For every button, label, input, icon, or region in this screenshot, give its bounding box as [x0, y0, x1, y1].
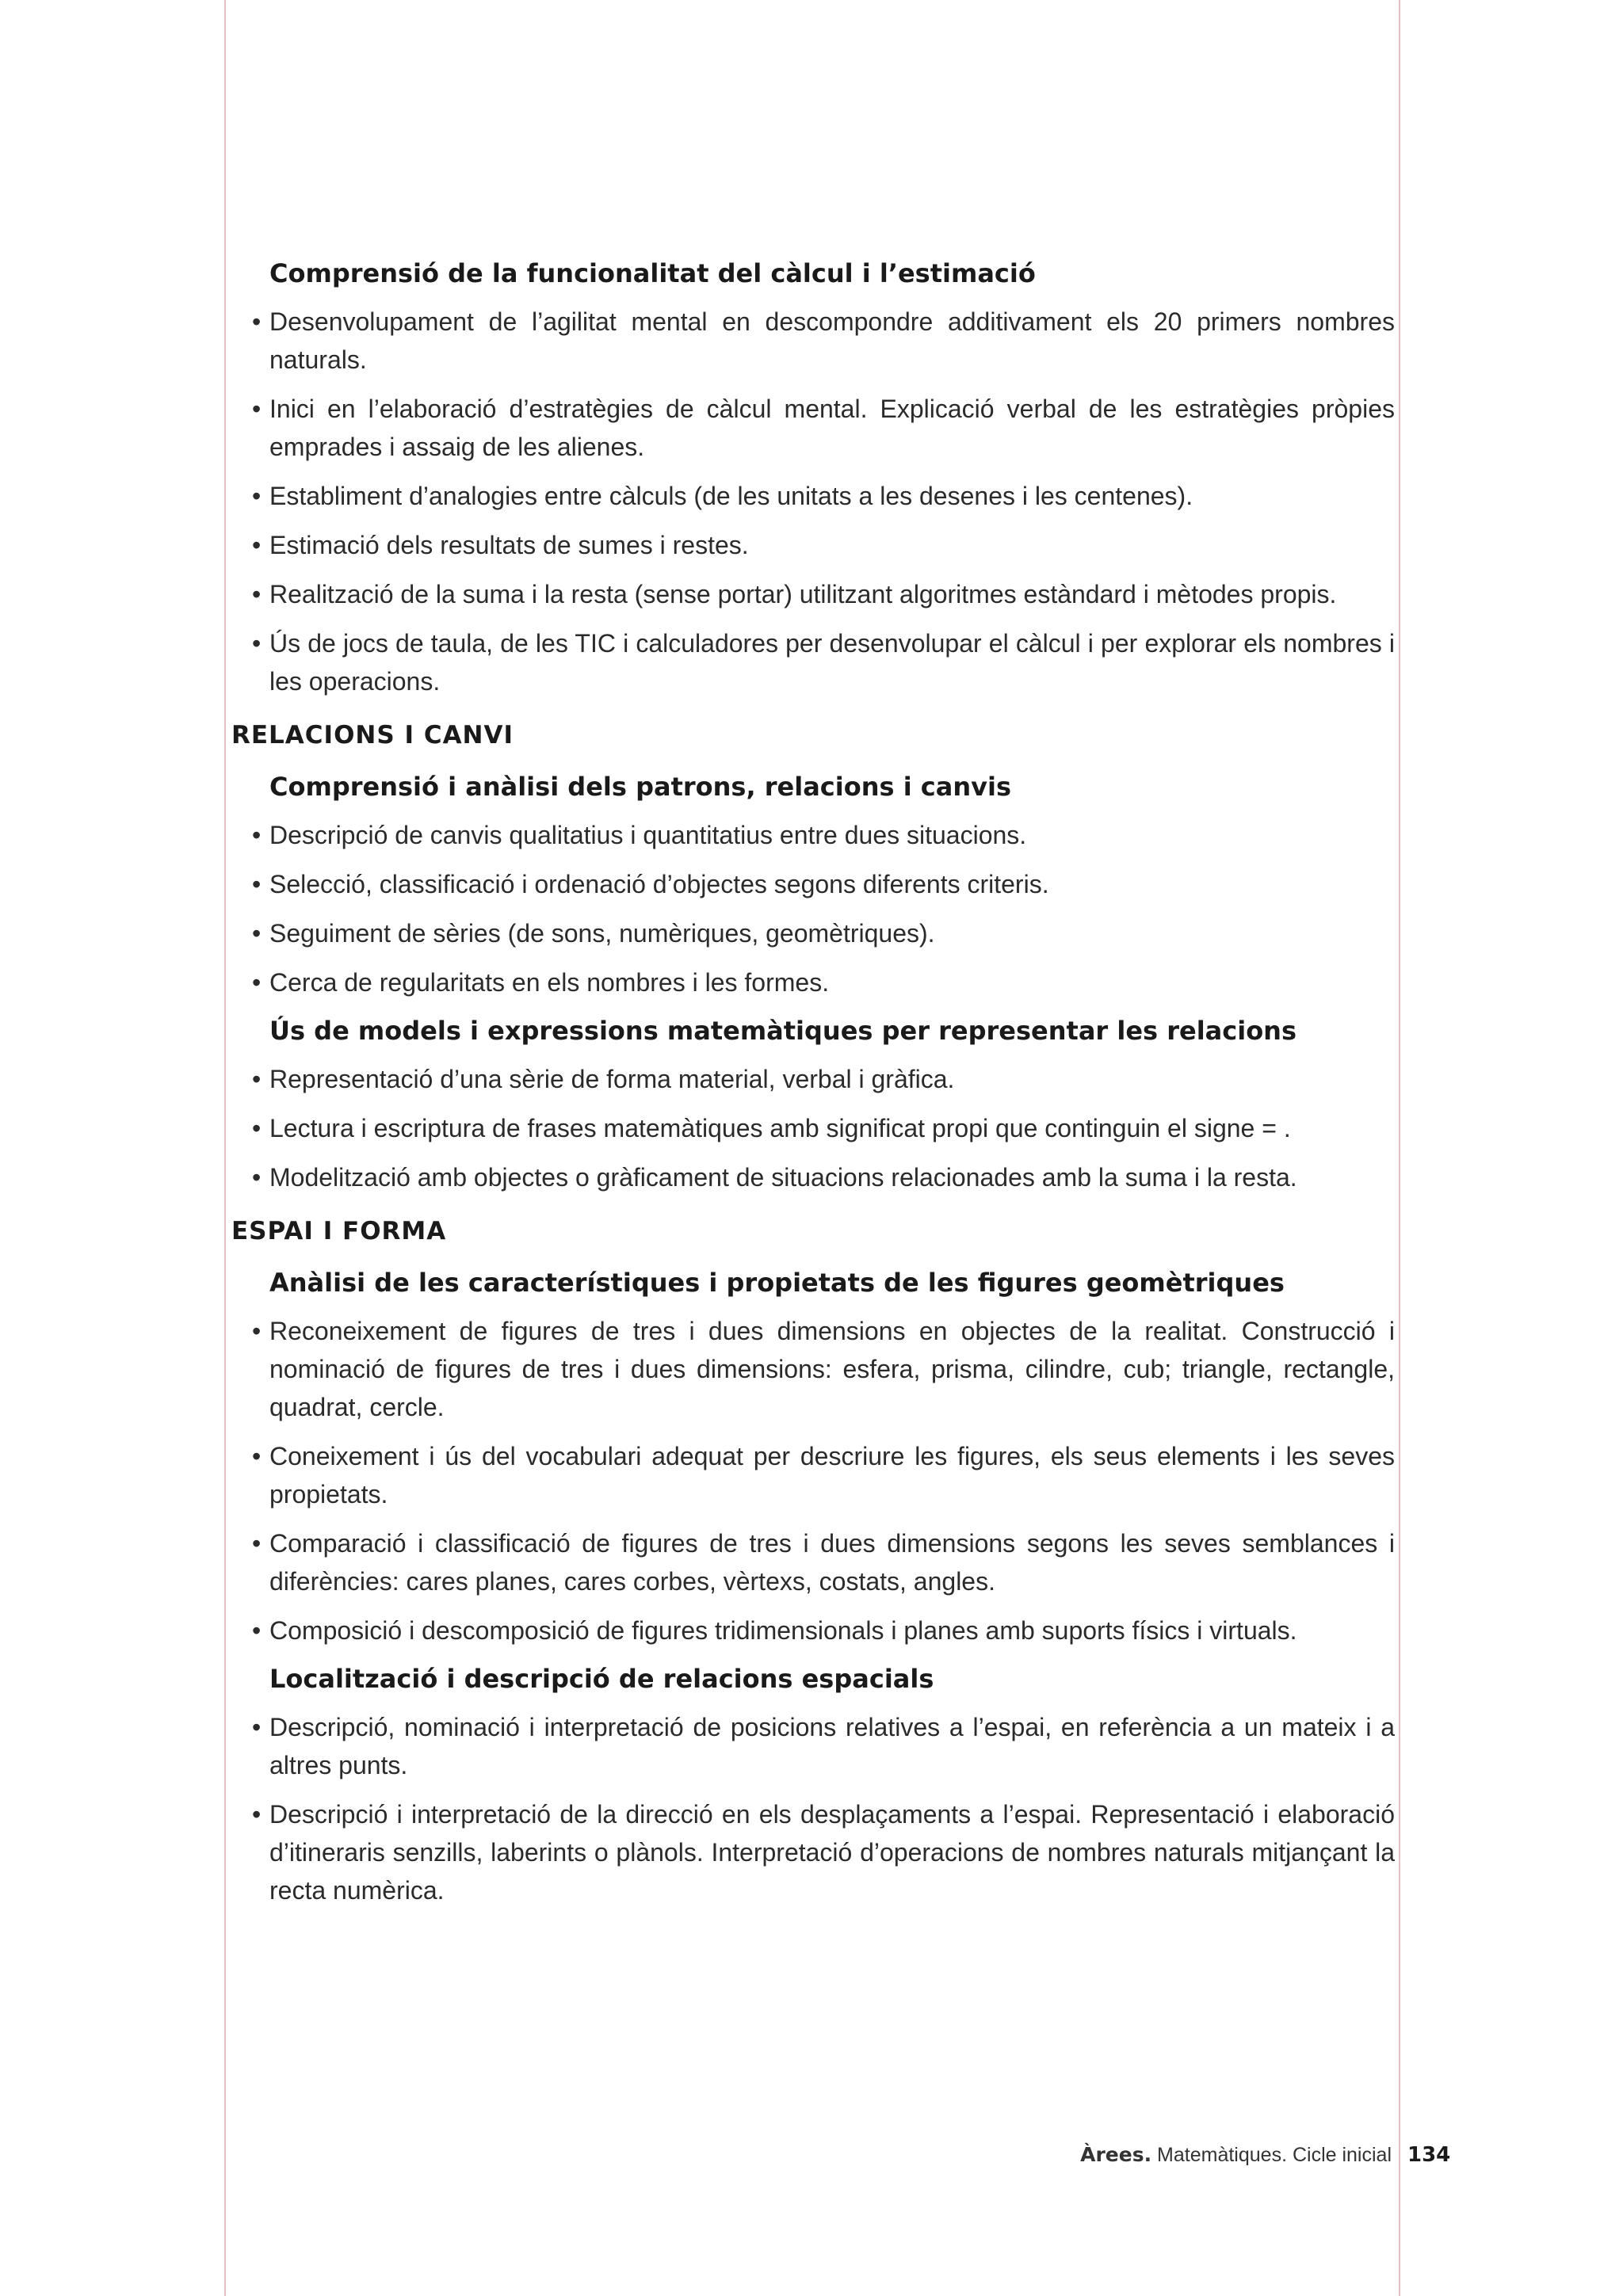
list-item: • Cerca de regularitats en els nombres i les formes. — [230, 963, 1395, 1001]
list-item: • Seguiment de sèries (de sons, numèriques, geomètriques). — [230, 914, 1395, 952]
list-item: • Selecció, classificació i ordenació d’objectes segons diferents criteris. — [230, 865, 1395, 903]
list-item: • Ús de jocs de taula, de les TIC i calculadores per desenvolupar el càlcul i per explorar els nombres i les operacions. — [230, 624, 1395, 700]
document-body — [230, 255, 1395, 1920]
list-item: • Coneixement i ús del vocabulari adequat per descriure les figures, els seus elements i les seves propietats. — [230, 1437, 1395, 1513]
list-item: • Lectura i escriptura de frases matemàtiques amb significat propi que continguin el signe = . — [230, 1109, 1395, 1147]
footer-section-label: Àrees. — [1080, 2143, 1152, 2166]
list-item: • Representació d’una sèrie de forma material, verbal i gràfica. — [230, 1060, 1395, 1098]
list-item: • Composició i descomposició de figures tridimensionals i planes amb suports físics i virtuals. — [230, 1611, 1395, 1650]
list-item: • Descripció, nominació i interpretació de posicions relatives a l’espai, en referència a un mateix i a altres punts. — [230, 1708, 1395, 1784]
left-margin-rule — [224, 0, 226, 2296]
list-item: • Reconeixement de figures de tres i dues dimensions en objectes de la realitat. Construcció i nominació de figures de tres i dues dimensions: esfera, prisma, cilindre, cub; triangle, rectangle, quadrat, cercle. — [230, 1312, 1395, 1426]
bullet-list — [230, 1708, 1395, 1909]
subsection-heading: Anàlisi de les característiques i propietats de les figures geomètriques — [269, 1268, 1285, 1298]
list-item: • Realització de la suma i la resta (sense portar) utilitzant algoritmes estàndard i mètodes propis. — [230, 575, 1395, 613]
section-title: ESPAI I FORMA — [231, 1217, 447, 1245]
list-item: • Inici en l’elaboració d’estratègies de càlcul mental. Explicació verbal de les estratègies pròpies emprades i assaig de les alienes. — [230, 390, 1395, 466]
subsection-heading: Ús de models i expressions matemàtiques per representar les relacions — [269, 1016, 1296, 1046]
subsection-heading: Localització i descripció de relacions espacials — [269, 1664, 934, 1694]
page-footer — [1080, 2139, 1392, 2171]
section-title: RELACIONS I CANVI — [231, 721, 514, 749]
footer-subject: Matemàtiques. Cicle inicial — [1157, 2144, 1392, 2166]
right-margin-rule — [1399, 0, 1400, 2296]
list-item: • Descripció i interpretació de la direcció en els desplaçaments a l’espai. Representació i elaboració d’itineraris senzills, laberints o plànols. Interpretació d’operacions de nombres naturals mitjançant la recta numèrica. — [230, 1795, 1395, 1909]
list-item: • Modelització amb objectes o gràficament de situacions relacionades amb la suma i la resta. — [230, 1158, 1395, 1196]
subsection-heading: Comprensió i anàlisi dels patrons, relacions i canvis — [269, 772, 1012, 802]
bullet-list — [230, 816, 1395, 1001]
list-item: • Desenvolupament de l’agilitat mental en descompondre additivament els 20 primers nombres naturals. — [230, 303, 1395, 379]
page-number: 134 — [1407, 2143, 1451, 2167]
bullet-list — [230, 303, 1395, 700]
list-item: • Estimació dels resultats de sumes i restes. — [230, 526, 1395, 564]
list-item: • Descripció de canvis qualitatius i quantitatius entre dues situacions. — [230, 816, 1395, 854]
bullet-list — [230, 1312, 1395, 1650]
subsection-heading: Comprensió de la funcionalitat del càlcul i l’estimació — [269, 258, 1036, 288]
bullet-list — [230, 1060, 1395, 1196]
list-item: • Establiment d’analogies entre càlculs (de les unitats a les desenes i les centenes). — [230, 477, 1395, 515]
list-item: • Comparació i classificació de figures de tres i dues dimensions segons les seves semblances i diferències: cares planes, cares corbes, vèrtexs, costats, angles. — [230, 1524, 1395, 1600]
